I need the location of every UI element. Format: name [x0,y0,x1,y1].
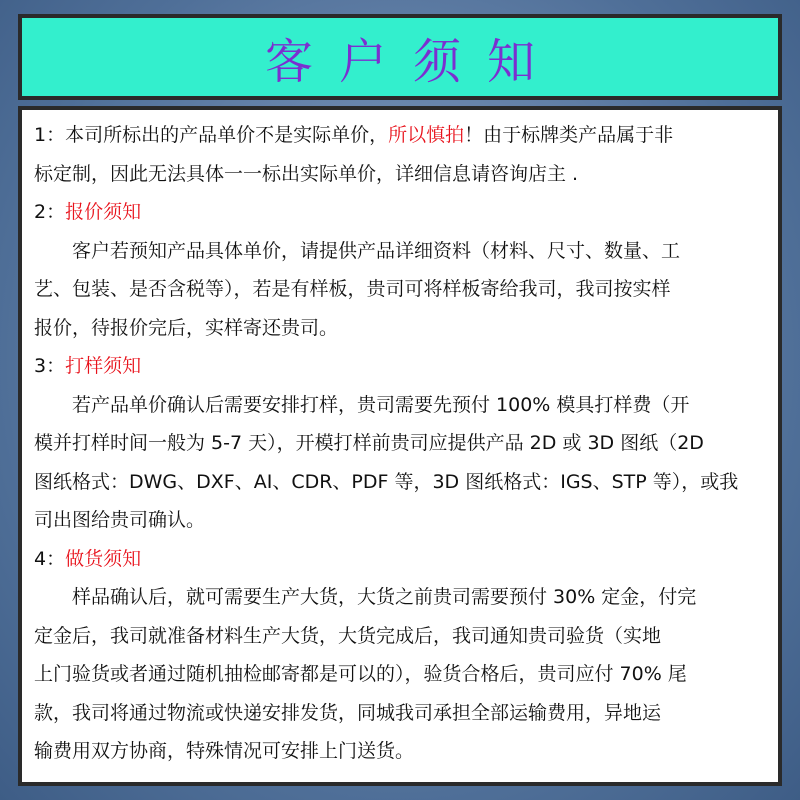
section-4-line: 款，我司将通过物流或快递安排发货，同城我司承担全部运输费用，异地运 [34,701,662,724]
section-4-line: 上门验货或者通过随机抽检邮寄都是可以的），验货合格后，贵司应付 70% 尾 [34,663,687,685]
section-3-line: 模并打样时间一般为 5-7 天），开模打样前贵司应提供产品 2D 或 3D 图纸（2D [34,432,704,454]
section-2-heading-line [34,193,768,232]
section-1-line-1 [34,116,768,155]
title-banner [18,14,782,100]
section-3-line: 司出图给贵司确认。 [34,509,206,531]
section-4-heading: 做货须知 [65,547,142,570]
section-1-line-2: 标定制，因此无法具体一一标出实际单价，详细信息请咨询店主 . [34,162,579,185]
section-1-text-b: ！由于标牌类产品属于非 [464,124,674,146]
notice-content-box [18,106,782,786]
page-title: 客户须知 [264,33,561,90]
section-2-line: 艺、包装、是否含税等），若是有样板，贵司可将样板寄给我司，我司按实样 [34,278,671,300]
section-2-line: 客户若预知产品具体单价，请提供产品详细资料（材料、尺寸、数量、工 [72,239,681,262]
section-4-line: 输费用双方协商，特殊情况可安排上门送货。 [34,740,415,762]
section-2-heading: 报价须知 [65,201,142,223]
section-3-heading-line [34,347,768,386]
section-2-line: 报价，待报价完后，实样寄还贵司。 [34,316,339,339]
section-4-number: 4： [34,547,66,570]
section-1-warning: 所以慎拍 [388,124,465,146]
section-3-heading: 打样须知 [65,355,142,377]
notice-content [34,116,768,771]
section-4-line: 样品确认后，就可需要生产大货，大货之前贵司需要预付 30% 定金，付完 [72,586,697,608]
section-3-line: 若产品单价确认后需要安排打样，贵司需要先预付 100% 模具打样费（开 [72,393,690,416]
notice-frame [18,14,782,788]
section-3-number: 3： [34,355,66,377]
section-4-heading-line [34,540,768,579]
section-2-number: 2： [34,201,66,223]
section-3-line: 图纸格式：DWG、DXF、AI、CDR、PDF 等，3D 图纸格式：IGS、STP 等），或我 [34,470,739,493]
section-1-text-a: 1：本司所标出的产品单价不是实际单价， [34,124,389,146]
section-4-line: 定金后，我司就准备材料生产大货，大货完成后，我司通知贵司验货（实地 [34,624,662,647]
